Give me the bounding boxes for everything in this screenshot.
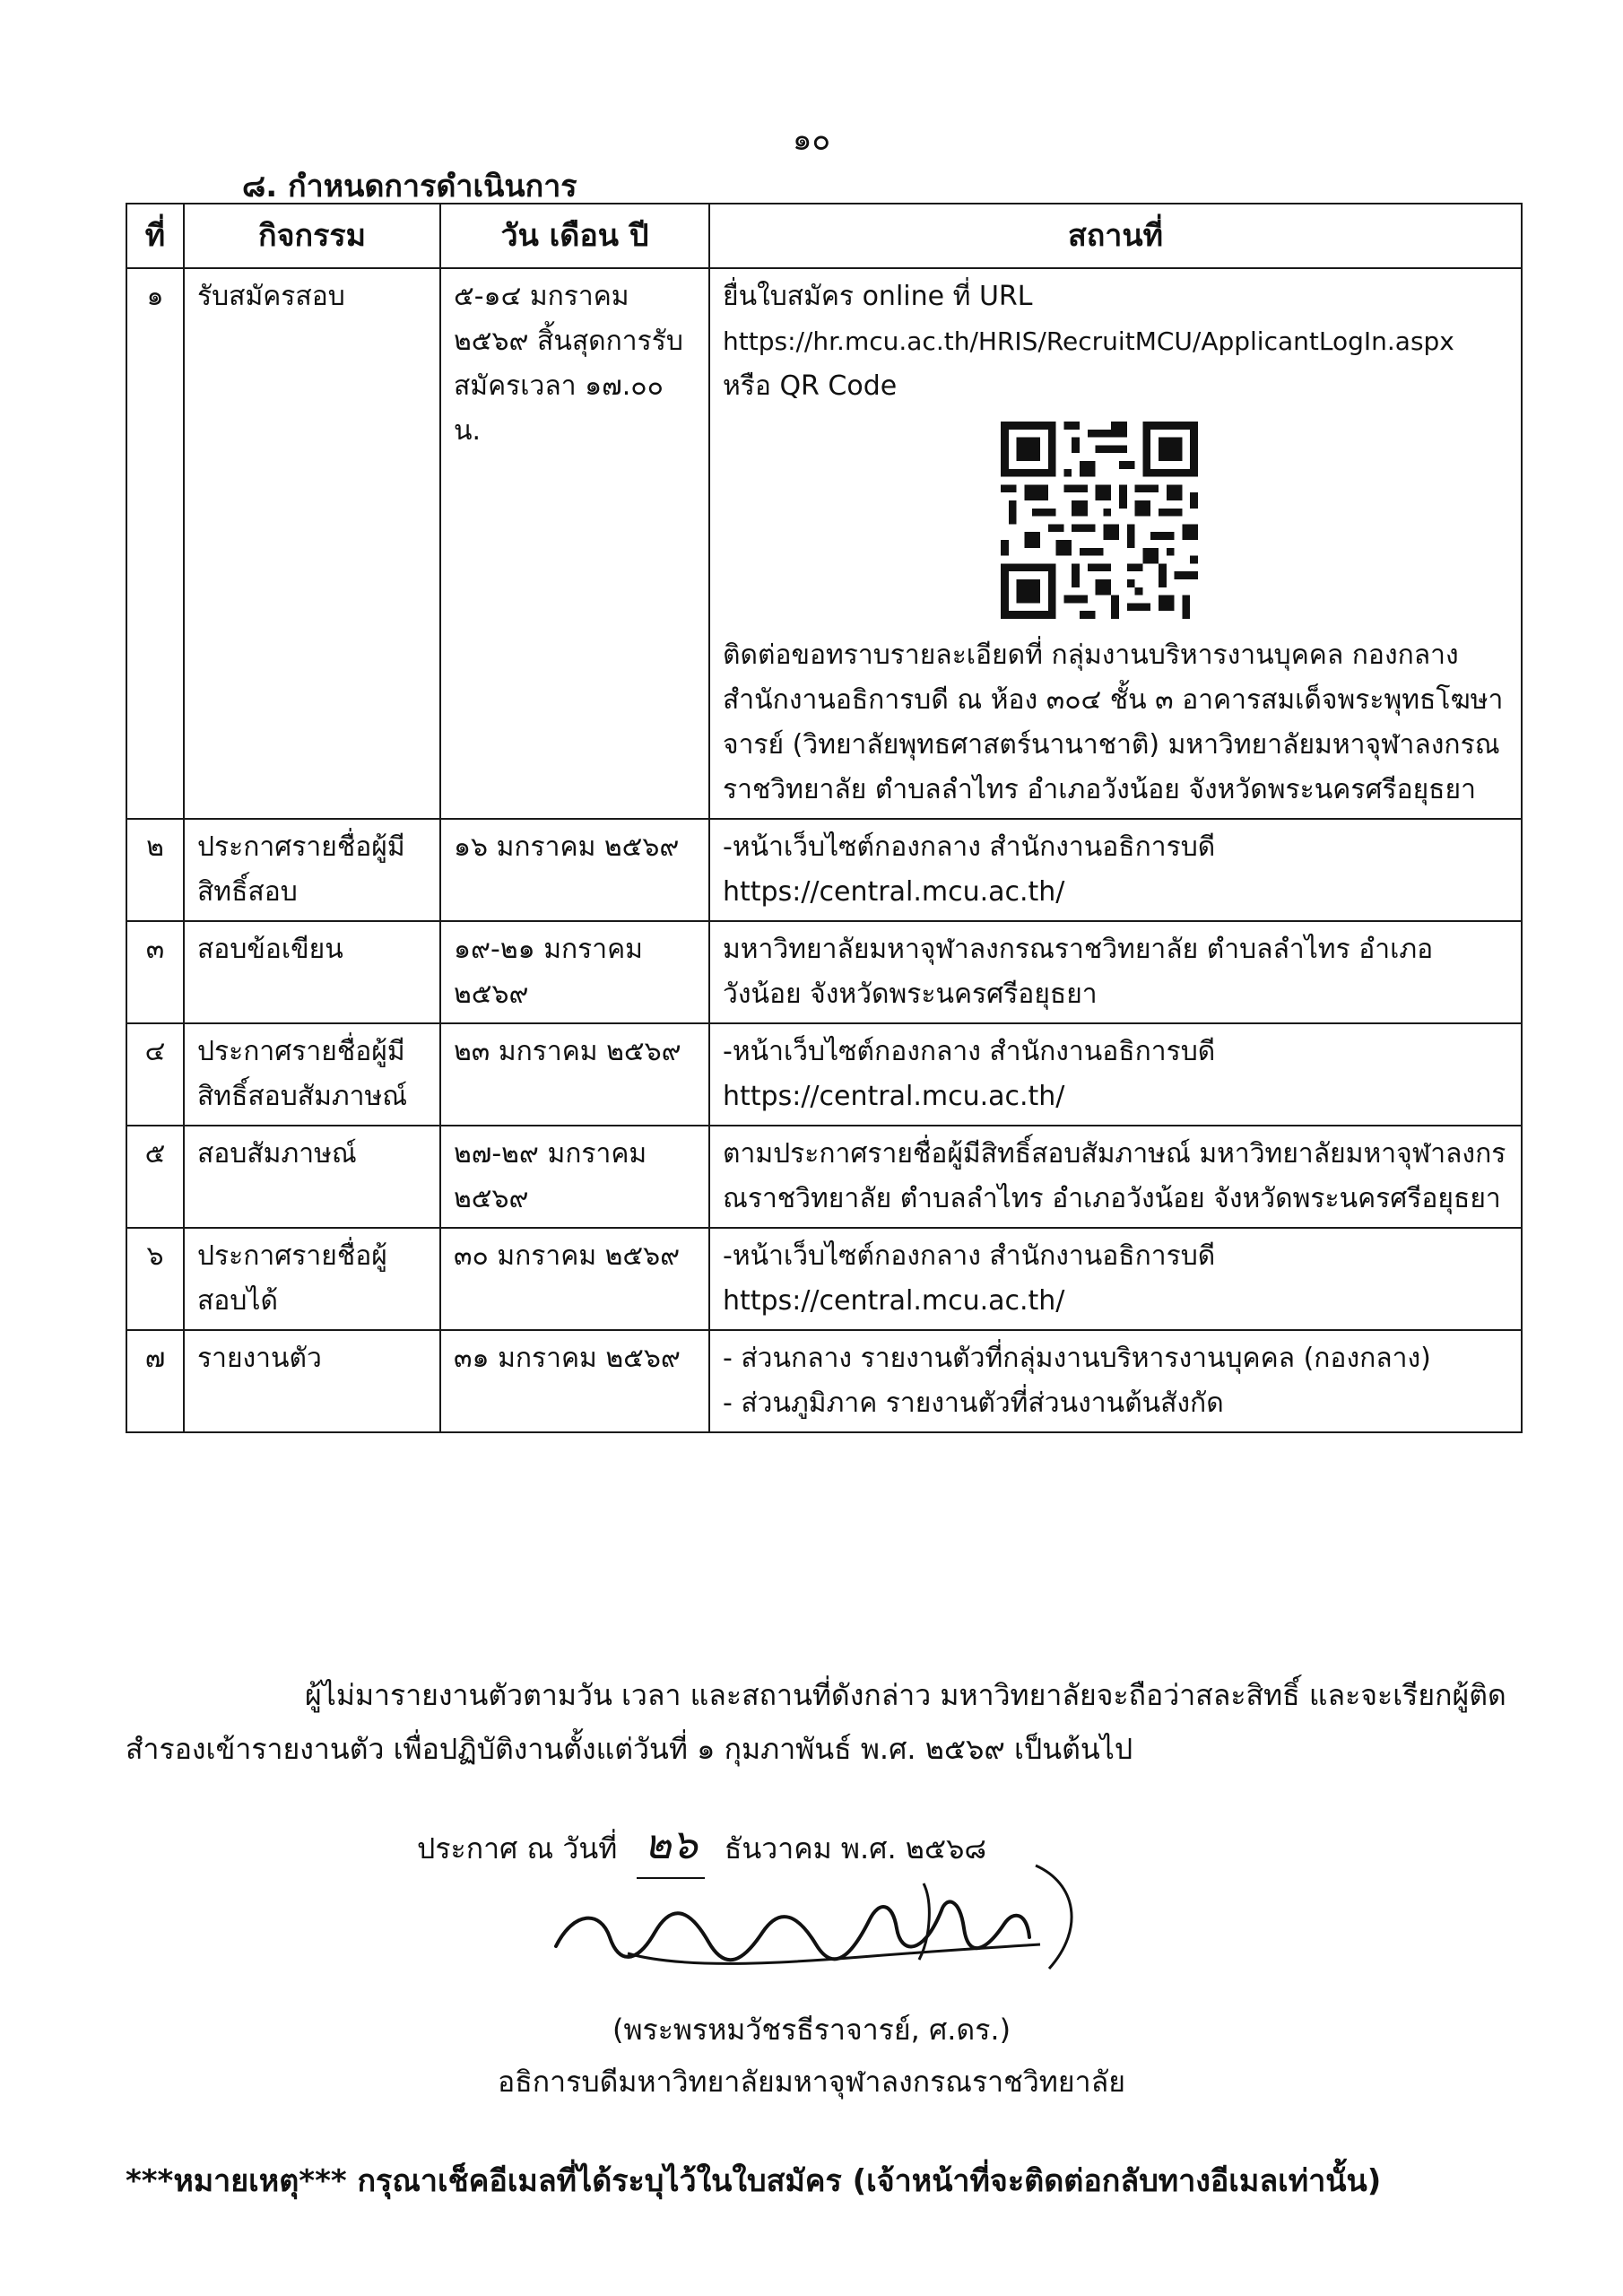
table-row <box>126 921 1522 1023</box>
central-url-link[interactable]: https://central.mcu.ac.th/ <box>723 876 1065 908</box>
row-date: ๓๐ มกราคม ๒๕๖๙ <box>440 1228 709 1330</box>
place-line: ยื่นใบสมัคร online ที่ URL <box>723 281 1033 312</box>
announce-month-year: ธันวาคม พ.ศ. ๒๕๖๘ <box>724 1831 987 1866</box>
row-place <box>709 819 1522 921</box>
central-url-link[interactable]: https://central.mcu.ac.th/ <box>723 1285 1065 1317</box>
header-activity: กิจกรรม <box>184 204 440 268</box>
row-place <box>709 1023 1522 1126</box>
row-date: ๑๖ มกราคม ๒๕๖๙ <box>440 819 709 921</box>
row-place <box>709 1330 1522 1432</box>
row-no: ๗ <box>126 1330 184 1432</box>
place-line: หรือ QR Code <box>723 370 898 402</box>
row-activity: สอบสัมภาษณ์ <box>184 1126 440 1228</box>
row-activity: รายงานตัว <box>184 1330 440 1432</box>
row-activity: ประกาศรายชื่อผู้มีสิทธิ์สอบ <box>184 819 440 921</box>
row-activity: สอบข้อเขียน <box>184 921 440 1023</box>
handwritten-day: ๒๖ <box>637 1812 705 1879</box>
row-no: ๖ <box>126 1228 184 1330</box>
qr-code <box>723 409 1508 633</box>
row-place <box>709 1228 1522 1330</box>
row-date: ๓๑ มกราคม ๒๕๖๙ <box>440 1330 709 1432</box>
row-no: ๔ <box>126 1023 184 1126</box>
row-no: ๑ <box>126 268 184 819</box>
apply-url-link[interactable]: https://hr.mcu.ac.th/HRIS/RecruitMCU/ApplicantLogIn.aspx <box>723 326 1454 356</box>
table-row <box>126 1126 1522 1228</box>
header-date: วัน เดือน ปี <box>440 204 709 268</box>
row-date: ๕-๑๔ มกราคม ๒๕๖๙ สิ้นสุดการรับสมัครเวลา ๑๗.๐๐ น. <box>440 268 709 819</box>
place-line: -หน้าเว็บไซต์กองกลาง สำนักงานอธิการบดี <box>723 1036 1216 1067</box>
row-activity: ประกาศรายชื่อผู้มีสิทธิ์สอบสัมภาษณ์ <box>184 1023 440 1126</box>
row-no: ๓ <box>126 921 184 1023</box>
announce-prefix: ประกาศ ณ วันที่ <box>417 1831 618 1866</box>
remark-note: ***หมายเหตุ*** กรุณาเช็คอีเมลที่ได้ระบุไว้ในใบสมัคร (เจ้าหน้าที่จะติดต่อกลับทางอีเมลเท่านั้น) <box>126 2163 1382 2199</box>
row-place <box>709 1126 1522 1228</box>
place-line: -หน้าเว็บไซต์กองกลาง สำนักงานอธิการบดี <box>723 831 1216 863</box>
signer-name: (พระพรหมวัชรธีราจารย์, ศ.ดร.) <box>612 2013 1011 2047</box>
central-url-link[interactable]: https://central.mcu.ac.th/ <box>723 1081 1065 1112</box>
row-date: ๑๙-๒๑ มกราคม ๒๕๖๙ <box>440 921 709 1023</box>
row-activity: ประกาศรายชื่อผู้สอบได้ <box>184 1228 440 1330</box>
table-row <box>126 1330 1522 1432</box>
signer-title: อธิการบดีมหาวิทยาลัยมหาจุฬาลงกรณราชวิทยาลัย <box>498 2065 1125 2099</box>
header-no: ที่ <box>126 204 184 268</box>
schedule-table <box>126 203 1523 1433</box>
notice-paragraph <box>126 1668 1521 1776</box>
notice-text: ผู้ไม่มารายงานตัวตามวัน เวลา และสถานที่ดังกล่าว มหาวิทยาลัยจะถือว่าสละสิทธิ์ และจะเรียกผู้ติดสำรองเข้ารายงานตัว เพื่อปฏิบัติงานตั้งแต่วันที่ ๑ กุมภาพันธ์ พ.ศ. ๒๕๖๙ เป็นต้นไป <box>126 1678 1506 1766</box>
table-row <box>126 1228 1522 1330</box>
qr-code-icon <box>1001 422 1198 619</box>
contact-text: ติดต่อขอทราบรายละเอียดที่ กลุ่มงานบริหารงานบุคคล กองกลาง สำนักงานอธิการบดี ณ ห้อง ๓๐๔ ชั้น ๓ อาคารสมเด็จพระพุทธโฆษาจารย์ (วิทยาลัยพุทธศาสตร์นานาชาติ) มหาวิทยาลัยมหาจุฬาลงกรณราชวิทยาลัย ตำบลลำไทร อำเภอวังน้อย จังหวัดพระนครศรีอยุธยา <box>723 639 1504 805</box>
table-row <box>126 1023 1522 1126</box>
section-title: ๘. กำหนดการดำเนินการ <box>242 169 577 204</box>
row-date: ๒๓ มกราคม ๒๕๖๙ <box>440 1023 709 1126</box>
place-line: ตามประกาศรายชื่อผู้มีสิทธิ์สอบสัมภาษณ์ มหาวิทยาลัยมหาจุฬาลงกรณราชวิทยาลัย ตำบลลำไทร อำเภอวังน้อย จังหวัดพระนครศรีอยุธยา <box>723 1138 1506 1214</box>
place-line: - ส่วนกลาง รายงานตัวที่กลุ่มงานบริหารงานบุคคล (กองกลาง) <box>723 1343 1431 1374</box>
page-number: ๑๐ <box>792 122 831 158</box>
row-no: ๒ <box>126 819 184 921</box>
row-place <box>709 921 1522 1023</box>
row-no: ๕ <box>126 1126 184 1228</box>
place-line: - ส่วนภูมิภาค รายงานตัวที่ส่วนงานต้นสังกัด <box>723 1387 1224 1419</box>
signature-icon <box>538 1848 1112 2000</box>
row-date: ๒๗-๒๙ มกราคม ๒๕๖๙ <box>440 1126 709 1228</box>
row-activity: รับสมัครสอบ <box>184 268 440 819</box>
table-header-row <box>126 204 1522 268</box>
header-place: สถานที่ <box>709 204 1522 268</box>
table-row <box>126 268 1522 819</box>
row-place <box>709 268 1522 819</box>
place-line: มหาวิทยาลัยมหาจุฬาลงกรณราชวิทยาลัย ตำบลลำไทร อำเภอวังน้อย จังหวัดพระนครศรีอยุธยา <box>723 934 1434 1010</box>
place-line: -หน้าเว็บไซต์กองกลาง สำนักงานอธิการบดี <box>723 1240 1216 1272</box>
table-row <box>126 819 1522 921</box>
